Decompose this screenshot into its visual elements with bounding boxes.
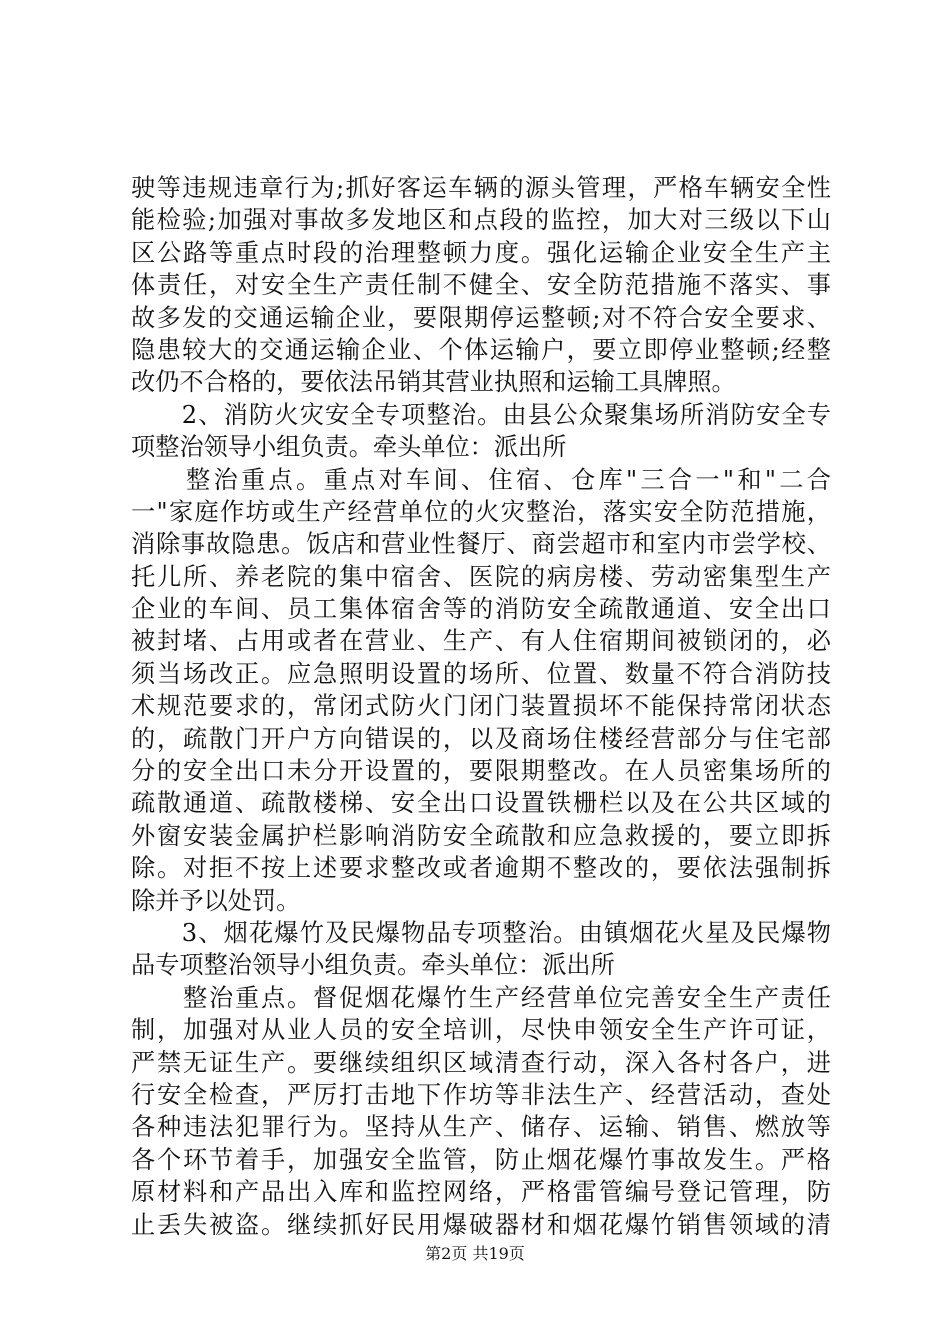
section-heading-line: 2、消防火灾安全专项整治。由县公众聚集场所消防安全专 (131, 400, 831, 429)
text-line: 除。对拒不按上述要求整改或者逾期不整改的，要依法强制拆 (131, 854, 831, 883)
text-line: 须当场改正。应急照明设置的场所、位置、数量不符合消防技 (131, 659, 831, 688)
text-line: 分的安全出口未分开设置的，要限期整改。在人员密集场所的 (131, 757, 831, 786)
text-line: 被封堵、占用或者在营业、生产、有人住宿期间被锁闭的，必 (131, 627, 831, 656)
text-line: 制，加强对从业人员的安全培训，尽快申领安全生产许可证， (131, 1016, 831, 1045)
text-line: 品专项整治领导小组负责。牵头单位：派出所 (131, 951, 615, 980)
text-line: 整治重点。重点对车间、住宿、仓库"三合一"和"二合 (131, 465, 831, 494)
text-line: 故多发的交通运输企业，要限期停运整顿;对不符合安全要求、 (131, 303, 831, 332)
text-line: 各种违法犯罪行为。坚持从生产、储存、运输、销售、燃放等 (131, 1113, 831, 1142)
text-line: 驶等违规违章行为;抓好客运车辆的源头管理，严格车辆安全性 (131, 174, 831, 202)
text-line: 除并予以处罚。 (131, 886, 301, 915)
section-heading-line: 3、烟花爆竹及民爆物品专项整治。由镇烟花火星及民爆物 (131, 918, 831, 947)
text-line: 止丢失被盗。继续抓好民用爆破器材和烟花爆竹销售领域的清 (131, 1210, 831, 1239)
text-line: 消除事故隐患。饭店和营业性餐厅、商尝超市和室内市尝学校、 (131, 530, 831, 559)
text-line: 企业的车间、员工集体宿舍等的消防安全疏散通道、安全出口 (131, 595, 831, 624)
text-line: 外窗安装金属护栏影响消防安全疏散和应急救援的，要立即拆 (131, 821, 831, 850)
text-line: 区公路等重点时段的治理整顿力度。强化运输企业安全生产主 (131, 238, 831, 267)
text-line: 体责任，对安全生产责任制不健全、安全防范措施不落实、事 (131, 271, 831, 300)
text-line: 托儿所、养老院的集中宿舍、医院的病房楼、劳动密集型生产 (131, 562, 831, 591)
page-number-footer: 第2页 共19页 (425, 1244, 525, 1263)
text-line: 改仍不合格的，要依法吊销其营业执照和运输工具牌照。 (131, 368, 736, 397)
text-line: 隐患较大的交通运输企业、个体运输户，要立即停业整顿;经整 (131, 335, 831, 364)
text-line: 的，疏散门开户方向错误的，以及商场住楼经营部分与住宅部 (131, 724, 831, 753)
text-line: 项整治领导小组负责。牵头单位：派出所 (131, 433, 567, 462)
text-line: 一"家庭作坊或生产经营单位的火灾整治，落实安全防范措施， (131, 497, 831, 526)
text-line: 疏散通道、疏散楼梯、安全出口设置铁栅栏以及在公共区域的 (131, 789, 831, 818)
text-line: 各个环节着手，加强安全监管，防止烟花爆竹事故发生。严格 (131, 1145, 831, 1174)
text-line: 术规范要求的，常闭式防火门闭门装置损坏不能保持常闭状态 (131, 692, 831, 721)
text-line: 原材料和产品出入库和监控网络，严格雷管编号登记管理，防 (131, 1178, 831, 1207)
text-line: 整治重点。督促烟花爆竹生产经营单位完善安全生产责任 (131, 983, 831, 1012)
text-line: 行安全检查，严厉打击地下作坊等非法生产、经营活动，查处 (131, 1080, 831, 1109)
document-body (131, 172, 831, 1241)
text-line: 能检验;加强对事故多发地区和点段的监控，加大对三级以下山 (131, 206, 831, 235)
text-line: 严禁无证生产。要继续组织区域清查行动，深入各村各户，进 (131, 1048, 831, 1077)
